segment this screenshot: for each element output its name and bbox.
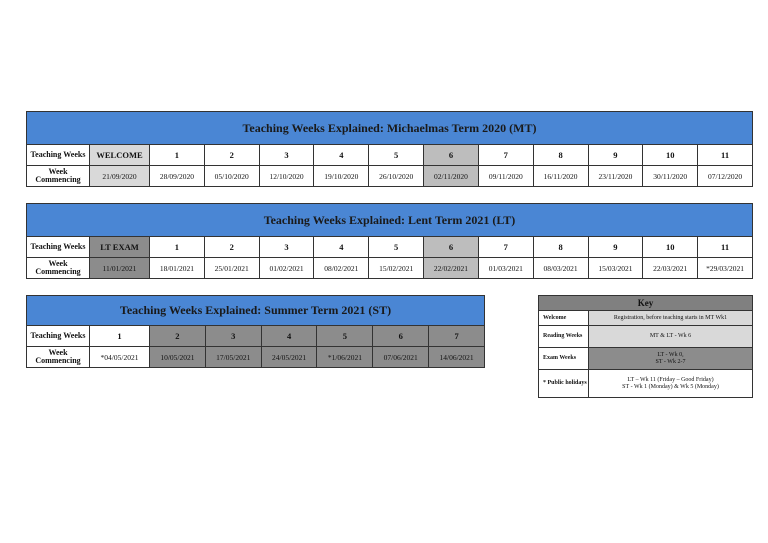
summer-term-table [26, 295, 485, 368]
week-cell: WELCOME [90, 145, 150, 166]
date-cell: 10/05/2021 [150, 347, 206, 368]
key-label: Exam Weeks [539, 348, 589, 370]
week-cell: 2 [150, 326, 206, 347]
date-cell: 23/11/2020 [588, 166, 643, 187]
key-legend-table [538, 295, 753, 398]
michaelmas-title: Teaching Weeks Explained: Michaelmas Term 2020 (MT) [27, 112, 753, 145]
date-cell: 01/02/2021 [259, 258, 314, 279]
date-cell: 08/03/2021 [533, 258, 588, 279]
date-cell: 28/09/2020 [150, 166, 205, 187]
key-desc: Registration, before teaching starts in MT Wk1 [589, 311, 753, 326]
week-cell: 4 [261, 326, 317, 347]
key-desc [589, 348, 753, 370]
date-cell: 25/01/2021 [204, 258, 259, 279]
week-cell: 5 [369, 145, 424, 166]
row-label-week-commencing: Week Commencing [27, 166, 90, 187]
row-label-teaching-weeks: Teaching Weeks [27, 326, 90, 347]
week-cell: 2 [204, 237, 259, 258]
key-desc-line: LT – Wk 11 (Friday – Good Friday) [627, 376, 714, 383]
date-cell: 19/10/2020 [314, 166, 369, 187]
teaching-weeks-row [27, 326, 485, 347]
row-label-week-commencing: Week Commencing [27, 347, 90, 368]
week-cell: 8 [533, 237, 588, 258]
week-cell: 5 [317, 326, 373, 347]
week-cell: 5 [369, 237, 424, 258]
week-cell: 9 [588, 145, 643, 166]
week-cell: 1 [90, 326, 150, 347]
key-row-welcome [539, 311, 753, 326]
key-title: Key [539, 296, 753, 311]
date-cell: 02/11/2020 [424, 166, 479, 187]
week-cell: 4 [314, 237, 369, 258]
week-cell: 7 [478, 237, 533, 258]
date-cell: *29/03/2021 [698, 258, 753, 279]
key-label: * Public holidays [539, 370, 589, 398]
week-cell: 6 [373, 326, 429, 347]
date-cell: 26/10/2020 [369, 166, 424, 187]
date-cell: 09/11/2020 [478, 166, 533, 187]
week-cell: 3 [259, 145, 314, 166]
date-cell: 21/09/2020 [90, 166, 150, 187]
week-cell: 11 [698, 237, 753, 258]
key-label: Reading Weeks [539, 326, 589, 348]
key-row-reading [539, 326, 753, 348]
teaching-weeks-row [27, 237, 753, 258]
date-cell: 30/11/2020 [643, 166, 698, 187]
key-row-public-holidays [539, 370, 753, 398]
week-cell: LT EXAM [90, 237, 150, 258]
row-label-teaching-weeks: Teaching Weeks [27, 237, 90, 258]
week-cell: 3 [205, 326, 261, 347]
key-desc [589, 370, 753, 398]
date-cell: 07/06/2021 [373, 347, 429, 368]
date-cell: 14/06/2021 [429, 347, 485, 368]
date-cell: 18/01/2021 [150, 258, 205, 279]
week-cell: 9 [588, 237, 643, 258]
key-row-exam [539, 348, 753, 370]
key-desc-line: ST - Wk 1 (Monday) & Wk 5 (Monday) [622, 383, 719, 390]
week-commencing-row [27, 347, 485, 368]
week-cell: 7 [429, 326, 485, 347]
date-cell: 01/03/2021 [478, 258, 533, 279]
week-cell: 8 [533, 145, 588, 166]
week-cell: 10 [643, 145, 698, 166]
lent-term-table [26, 203, 753, 279]
key-label: Welcome [539, 311, 589, 326]
date-cell: 05/10/2020 [204, 166, 259, 187]
week-cell: 7 [478, 145, 533, 166]
date-cell: 16/11/2020 [533, 166, 588, 187]
teaching-weeks-row [27, 145, 753, 166]
date-cell: 08/02/2021 [314, 258, 369, 279]
date-cell: 07/12/2020 [698, 166, 753, 187]
row-label-teaching-weeks: Teaching Weeks [27, 145, 90, 166]
date-cell: *04/05/2021 [90, 347, 150, 368]
date-cell: 24/05/2021 [261, 347, 317, 368]
week-cell: 1 [150, 145, 205, 166]
week-commencing-row [27, 258, 753, 279]
week-cell: 11 [698, 145, 753, 166]
row-label-week-commencing: Week Commencing [27, 258, 90, 279]
date-cell: 12/10/2020 [259, 166, 314, 187]
week-cell: 2 [204, 145, 259, 166]
date-cell: 22/02/2021 [424, 258, 479, 279]
week-cell: 6 [424, 237, 479, 258]
week-cell: 6 [424, 145, 479, 166]
lent-title: Teaching Weeks Explained: Lent Term 2021 (LT) [27, 204, 753, 237]
week-cell: 1 [150, 237, 205, 258]
date-cell: 15/02/2021 [369, 258, 424, 279]
key-desc-line: LT - Wk 0, [657, 351, 684, 358]
date-cell: 22/03/2021 [643, 258, 698, 279]
date-cell: 15/03/2021 [588, 258, 643, 279]
week-cell: 10 [643, 237, 698, 258]
week-cell: 4 [314, 145, 369, 166]
week-cell: 3 [259, 237, 314, 258]
summer-title: Teaching Weeks Explained: Summer Term 2021 (ST) [27, 296, 485, 326]
date-cell: *1/06/2021 [317, 347, 373, 368]
date-cell: 17/05/2021 [205, 347, 261, 368]
key-desc: MT & LT - Wk 6 [589, 326, 753, 348]
date-cell: 11/01/2021 [90, 258, 150, 279]
key-desc-line: ST - Wk 2-7 [655, 358, 686, 365]
week-commencing-row [27, 166, 753, 187]
michaelmas-term-table [26, 111, 753, 187]
